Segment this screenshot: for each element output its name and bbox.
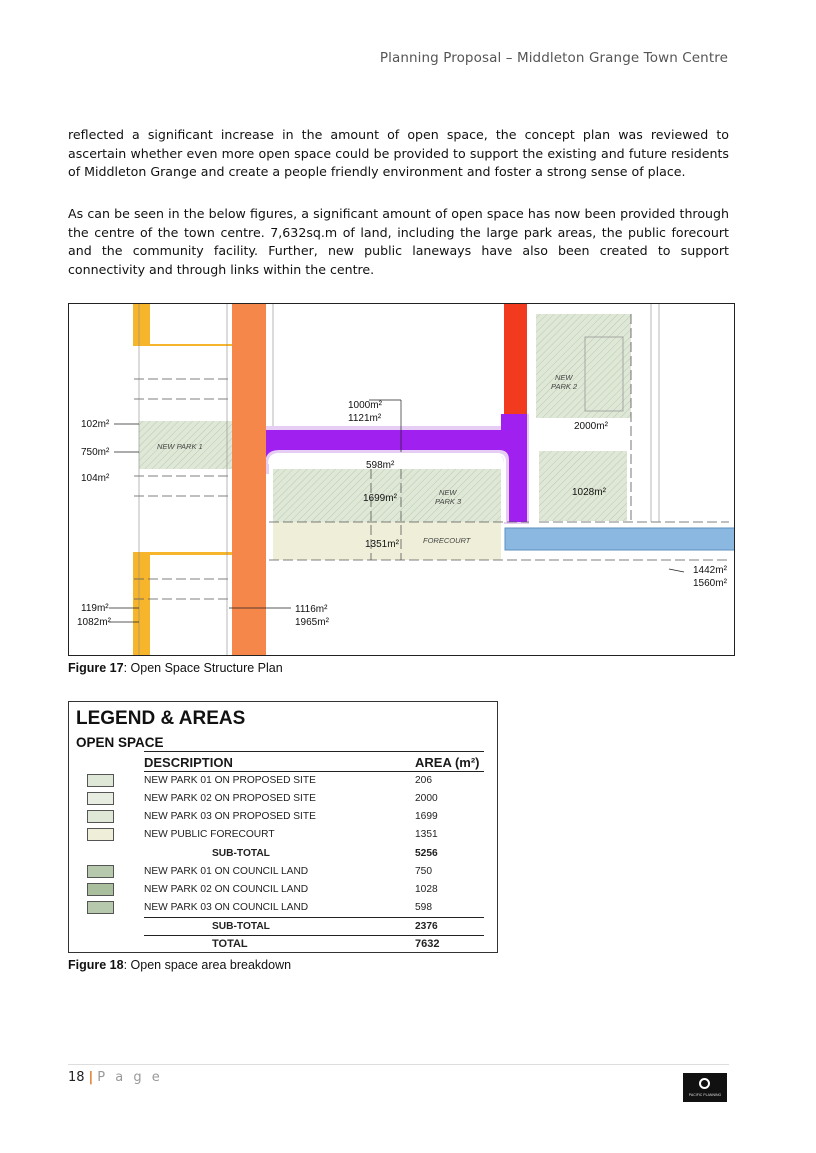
legend-rule	[144, 751, 484, 752]
legend-title: LEGEND & AREAS	[76, 708, 246, 729]
legend-subtitle: OPEN SPACE	[76, 735, 164, 750]
legend-total-row: TOTAL 7632	[212, 938, 440, 950]
figure-18-label: Figure 18	[68, 958, 124, 972]
label-park-3b: PARK 3	[435, 497, 462, 506]
legend-row: NEW PARK 03 ON PROPOSED SITE 1699	[69, 808, 499, 826]
street-blue	[505, 528, 735, 550]
label-park-1: NEW PARK 1	[157, 442, 203, 451]
figure-17-caption-text: : Open Space Structure Plan	[123, 661, 283, 675]
legend-row: NEW PARK 03 ON COUNCIL LAND 598	[69, 899, 499, 917]
figure-17-caption	[68, 661, 283, 675]
body-paragraph-2: As can be seen in the below figures, a significant amount of open space has now been provided through the centre of the town centre. 7,632sq.m of land, including the large park areas, the public forecourt and the community facility. Further, new public laneways have also been created to support connectivity and through links within the centre.	[68, 206, 729, 277]
running-header: Planning Proposal – Middleton Grange Town Centre	[379, 50, 728, 66]
legend-row: NEW PARK 02 ON PROPOSED SITE 2000	[69, 790, 499, 808]
swatch-hatch-dense	[87, 865, 114, 878]
figure-18-caption-text: : Open space area breakdown	[123, 958, 292, 972]
street-yellow-top	[133, 304, 150, 344]
legend-row: NEW PARK 02 ON COUNCIL LAND 1028	[69, 881, 499, 899]
street-yellow-bottom	[133, 552, 150, 656]
label-598: 598m²	[366, 460, 395, 471]
label-2000: 2000m²	[574, 421, 608, 432]
page-number-value: 18	[68, 1070, 85, 1085]
swatch-hatch-light	[87, 810, 114, 823]
swatch-hatch-dense	[87, 901, 114, 914]
label-1965: 1965m²	[295, 617, 329, 628]
label-119: 119m²	[81, 603, 109, 614]
legend-row: NEW PUBLIC FORECOURT 1351	[69, 826, 499, 844]
page-word: P a g e	[97, 1070, 163, 1085]
street-red	[504, 304, 527, 414]
swatch-hatch-light	[87, 792, 114, 805]
label-1442: 1442m²	[693, 565, 727, 576]
swatch-hatch-dense	[87, 883, 114, 896]
label-park-3a: NEW	[439, 488, 457, 497]
company-logo	[683, 1073, 727, 1102]
swatch-forecourt	[87, 828, 114, 841]
legend-row: NEW PARK 01 ON PROPOSED SITE 206	[69, 772, 499, 790]
legend-subtotal-row: SUB-TOTAL 5256	[212, 848, 438, 859]
figure-18-caption	[68, 958, 291, 972]
label-1560: 1560m²	[693, 578, 727, 589]
label-forecourt: FORECOURT	[423, 536, 471, 545]
label-park-2b: PARK 2	[551, 382, 578, 391]
legend-col-area: AREA (m²)	[415, 755, 480, 770]
label-park-2a: NEW	[555, 373, 573, 382]
label-1121: 1121m²	[348, 413, 382, 424]
label-1028: 1028m²	[572, 487, 606, 498]
label-1116: 1116m²	[295, 604, 328, 615]
logo-mark-icon	[699, 1078, 710, 1089]
legend-areas-table	[68, 701, 498, 953]
page-separator: |	[88, 1070, 94, 1085]
legend-subtotal-row: SUB-TOTAL 2376	[212, 921, 438, 932]
figure-17-label: Figure 17	[68, 661, 124, 675]
open-space-structure-plan	[68, 303, 735, 656]
logo-text: PACIFIC PLANNING	[688, 1093, 722, 1097]
label-1000: 1000m²	[348, 400, 382, 411]
swatch-hatch-light	[87, 774, 114, 787]
label-1699: 1699m²	[363, 493, 397, 504]
label-750: 750m²	[81, 447, 110, 458]
label-102: 102m²	[81, 419, 110, 430]
street-orange	[232, 304, 266, 656]
label-104: 104m²	[81, 473, 110, 484]
footer-rule	[68, 1064, 729, 1065]
body-paragraph-1: reflected a significant increase in the amount of open space, the concept plan was reviewed to ascertain whether even more open space could be provided to support the existing and future residents of Middleton Grange and create a people friendly environment and foster a strong sense of place.	[68, 127, 729, 179]
legend-col-description: DESCRIPTION	[144, 755, 233, 770]
page-number	[68, 1070, 163, 1085]
label-1351: 1351m²	[365, 539, 399, 550]
legend-row: NEW PARK 01 ON COUNCIL LAND 750	[69, 863, 499, 881]
label-1082: 1082m²	[77, 617, 111, 628]
